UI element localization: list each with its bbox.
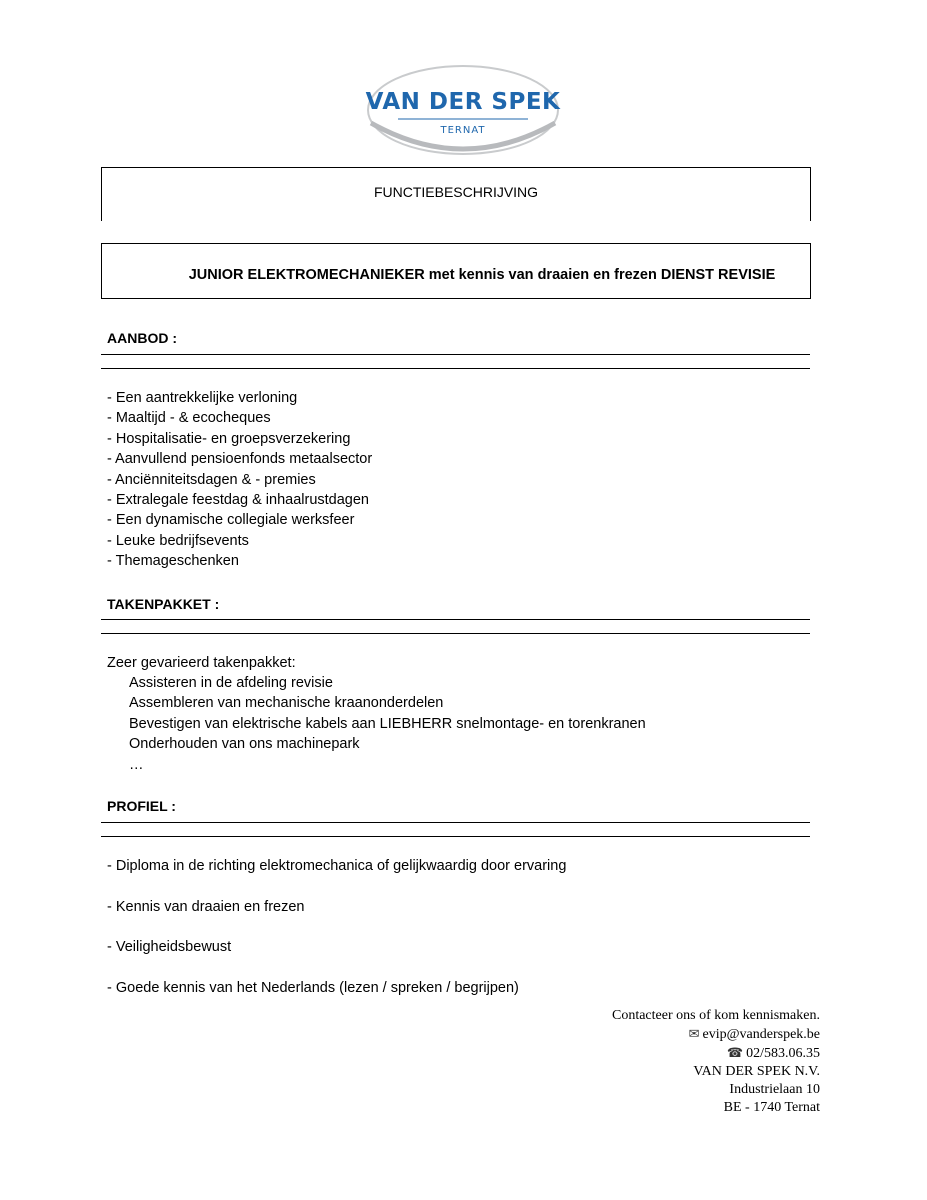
list-item: - Goede kennis van het Nederlands (lezen / spreken / begrijpen): [107, 979, 519, 996]
list-item: - Hospitalisatie- en groepsverzekering: [107, 430, 351, 447]
envelope-icon: ✉: [688, 1026, 700, 1041]
profile-rule-top: [101, 822, 810, 823]
list-item: - Anciënniteitsdagen & - premies: [107, 471, 316, 488]
profile-list: [107, 856, 566, 1018]
phone-icon: ☎: [726, 1045, 744, 1060]
contact-email[interactable]: evip@vanderspek.be: [702, 1027, 820, 1042]
logo-name: VAN DER SPEK: [365, 89, 561, 115]
doc-type-box: [101, 167, 811, 214]
doc-type-box-ticks: [101, 213, 811, 221]
list-item: - Een aantrekkelijke verloning: [107, 390, 298, 406]
tasks-heading: TAKENPAKKET :: [107, 596, 220, 612]
contact-email-line: [612, 1025, 820, 1044]
job-title-box: [101, 243, 811, 299]
offer-rule-bottom: [101, 368, 810, 369]
profile-rule-bottom: [101, 836, 810, 837]
tasks-rule-bottom: [101, 633, 810, 634]
list-item: - Kennis van draaien en frezen: [107, 898, 305, 915]
list-item: - Leuke bedrijfsevents: [107, 532, 249, 549]
job-title: JUNIOR ELEKTROMECHANIEKER met kennis van draaien en frezen DIENST REVISIE: [188, 267, 776, 283]
tasks-intro: Zeer gevarieerd takenpakket:: [107, 655, 296, 671]
list-item: …: [129, 756, 144, 773]
tasks-list: [129, 673, 646, 775]
list-item: - Aanvullend pensioenfonds metaalsector: [107, 451, 373, 468]
contact-block: [612, 1007, 820, 1117]
company-logo: [363, 63, 563, 163]
list-item: - Extralegale feestdag & inhaalrustdagen: [107, 491, 369, 508]
contact-intro: Contacteer ons of kom kennismaken.: [611, 1008, 820, 1023]
list-item: Assisteren in de afdeling revisie: [129, 675, 333, 691]
list-item: - Veiligheidsbewust: [107, 939, 232, 955]
list-item: - Diploma in de richting elektromechanica of gelijkwaardig door ervaring: [107, 858, 567, 874]
contact-phone[interactable]: 02/583.06.35: [746, 1046, 820, 1061]
doc-type: FUNCTIEBESCHRIJVING: [373, 184, 539, 200]
list-item: - Een dynamische collegiale werksfeer: [107, 512, 355, 529]
list-item: - Maaltijd - & ecocheques: [107, 410, 271, 427]
offer-rule-top: [101, 354, 810, 355]
contact-city: BE - 1740 Ternat: [723, 1100, 820, 1115]
list-item: Onderhouden van ons machinepark: [129, 736, 360, 753]
offer-list: [107, 388, 372, 572]
contact-company: VAN DER SPEK N.V.: [693, 1064, 820, 1079]
logo-city: TERNAT: [440, 125, 486, 136]
contact-street: Industrielaan 10: [729, 1082, 820, 1097]
contact-phone-line: [612, 1044, 820, 1063]
offer-heading: AANBOD :: [107, 330, 177, 346]
list-item: - Themageschenken: [107, 553, 239, 570]
profile-heading: PROFIEL :: [107, 798, 176, 814]
list-item: Assembleren van mechanische kraanonderdelen: [129, 695, 444, 712]
tasks-rule-top: [101, 619, 810, 620]
list-item: Bevestigen van elektrische kabels aan LIEBHERR snelmontage- en torenkranen: [129, 715, 646, 732]
